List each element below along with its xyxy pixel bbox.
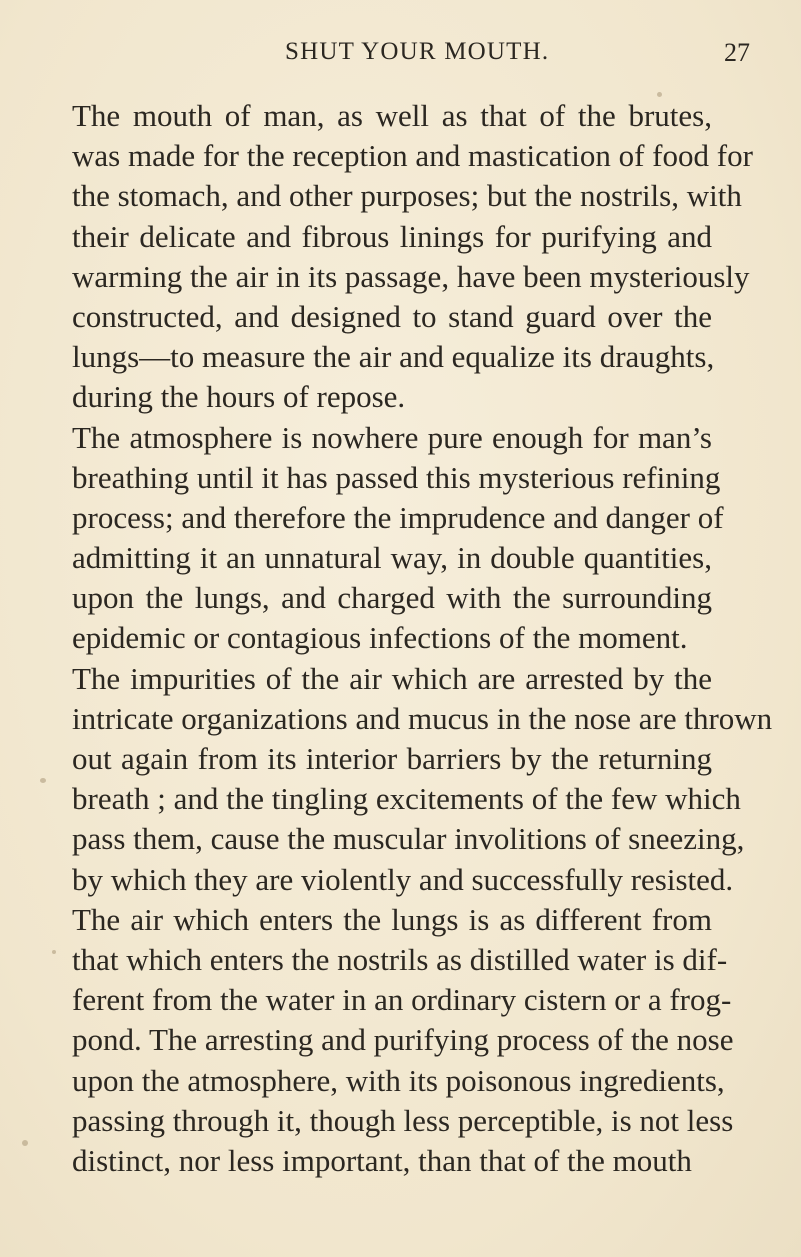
page-number: 27 bbox=[724, 38, 750, 67]
paper-speck bbox=[52, 950, 56, 954]
paper-speck bbox=[40, 778, 46, 783]
running-title: SHUT YOUR MOUTH. bbox=[285, 38, 550, 65]
text-line: was made for the reception and mastication of food for bbox=[72, 138, 753, 174]
running-head bbox=[0, 38, 801, 78]
text-line: upon the atmosphere, with its poisonous ingredients, bbox=[72, 1062, 725, 1098]
text-line: that which enters the nostrils as distilled water is dif- bbox=[72, 941, 728, 977]
text-line: pond. The arresting and purifying process of the nose bbox=[72, 1022, 734, 1058]
text-line: The impurities of the air which are arrested by the bbox=[72, 660, 712, 696]
text-line: their delicate and fibrous linings for purifying and bbox=[72, 218, 712, 254]
text-line: constructed, and designed to stand guard over the bbox=[72, 298, 712, 334]
text-line: The atmosphere is nowhere pure enough for man’s bbox=[72, 419, 712, 455]
text-line: process; and therefore the imprudence and danger of bbox=[72, 499, 724, 535]
text-line: out again from its interior barriers by the returning bbox=[72, 741, 712, 776]
text-line: breath ; and the tingling excitements of the few which bbox=[72, 781, 741, 817]
body-text bbox=[72, 96, 773, 1181]
text-line: during the hours of repose. bbox=[72, 379, 406, 415]
paper-speck bbox=[657, 92, 662, 97]
text-line: intricate organizations and mucus in the nose are thrown bbox=[72, 700, 773, 736]
text-line: pass them, cause the muscular involitions of sneezing, bbox=[72, 821, 745, 857]
text-line: epidemic or contagious infections of the moment. bbox=[72, 620, 688, 656]
text-line: the stomach, and other purposes; but the nostrils, with bbox=[72, 178, 742, 214]
text-line: admitting it an unnatural way, in double quantities, bbox=[72, 540, 712, 576]
text-line: The mouth of man, as well as that of the brutes, bbox=[72, 98, 712, 133]
text-line: warming the air in its passage, have been mysteriously bbox=[72, 258, 750, 294]
paper-speck bbox=[22, 1140, 28, 1146]
text-line: by which they are violently and successfully resisted. bbox=[72, 861, 734, 897]
text-line: upon the lungs, and charged with the surrounding bbox=[72, 580, 712, 616]
text-line: passing through it, though less perceptible, is not less bbox=[72, 1102, 734, 1138]
text-line: ferent from the water in an ordinary cistern or a frog- bbox=[72, 982, 732, 1018]
text-line: lungs—to measure the air and equalize its draughts, bbox=[72, 339, 715, 375]
text-line: distinct, nor less important, than that of the mouth bbox=[72, 1142, 692, 1178]
text-line: The air which enters the lungs is as different from bbox=[72, 901, 712, 937]
text-line: breathing until it has passed this mysterious refining bbox=[72, 459, 721, 495]
